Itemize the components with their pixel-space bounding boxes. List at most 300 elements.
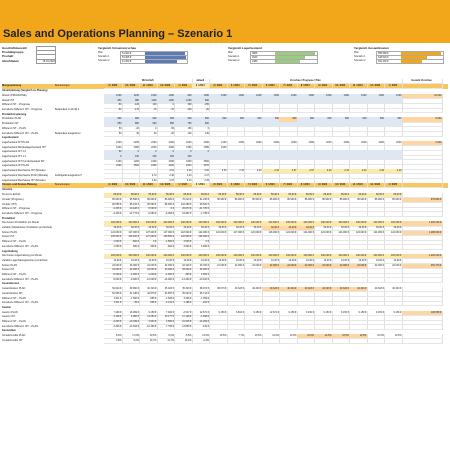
table-cell[interactable]: 124.000 € [209,231,228,236]
table-cell[interactable]: 36.714 € [192,292,211,297]
table-cell[interactable]: 2000 [192,141,211,146]
table-cell[interactable] [349,339,368,344]
table-cell[interactable]: 13,9% [192,334,211,339]
table-cell[interactable]: 2.57 [297,169,316,174]
table-cell[interactable]: 100 [122,155,141,160]
table-cell[interactable]: 10,00 € [244,259,263,264]
table-cell[interactable]: 30,00 € [244,226,263,231]
table-cell[interactable]: 400 [174,155,193,160]
table-cell[interactable]: 125.500 € [157,235,176,240]
table-cell[interactable]: 40.323 € [332,287,351,292]
row-note[interactable]: Zeitfolgefall ausgleichen? [55,173,82,177]
table-cell[interactable]: 1000 [139,94,158,99]
table-cell[interactable]: 127.000 € [157,231,176,236]
table-cell[interactable]: 2000 [297,141,316,146]
table-cell[interactable]: 1.511 € [104,297,123,302]
table-cell[interactable]: 50 [104,127,123,132]
table-cell[interactable]: 100.000 € [157,221,176,226]
table-cell[interactable]: 86.900 € [244,198,263,203]
table-cell[interactable]: 10,00 € [104,259,123,264]
table-cell[interactable]: 86,90 € [332,193,351,198]
table-cell[interactable]: -4.000 € [157,273,176,278]
table-cell[interactable]: 100.000 € [139,221,158,226]
table-cell[interactable]: -20 [192,108,211,113]
table-cell[interactable] [314,339,333,344]
table-cell[interactable]: 86.900 € [139,198,158,203]
table-cell[interactable]: -10.490 € [139,325,158,330]
table-cell[interactable]: 850 [104,122,123,127]
table-cell[interactable]: 1000 [157,94,176,99]
table-cell[interactable]: 100.000 € [157,254,176,259]
table-cell[interactable]: 124.000 € [192,235,211,240]
table-cell[interactable]: -1.560 € [122,297,141,302]
table-cell[interactable]: -1.526 € [157,297,176,302]
table-cell[interactable]: 24.000 € [157,264,176,269]
table-cell[interactable]: 100.000 € [122,254,141,259]
table-cell[interactable]: 30,00 € [192,226,211,231]
table-cell[interactable]: -6.083 € [139,212,158,217]
table-cell[interactable]: 1200 [174,99,193,104]
table-cell[interactable]: 78.210 € [174,198,193,203]
table-cell[interactable]: 2400 [157,164,176,169]
table-cell[interactable]: 1200 [122,160,141,165]
table-cell[interactable]: 9.150 € [209,311,228,316]
table-cell[interactable]: -20 [157,132,176,137]
table-cell[interactable]: 900 [139,122,158,127]
table-cell[interactable]: 800 [192,99,211,104]
table-cell[interactable]: 1000 [104,94,123,99]
table-cell[interactable]: 2.25 [192,179,211,184]
table-cell[interactable]: 100.000 € [314,254,333,259]
table-cell[interactable]: 86,90 € [367,193,386,198]
table-cell[interactable]: 8,6% [104,334,123,339]
table-cell[interactable]: 3.145 € [104,315,123,320]
table-cell[interactable]: 7.490 € [104,311,123,316]
table-cell[interactable]: 9.150 € [314,311,333,316]
table-cell[interactable]: 86.900 € [209,198,228,203]
table-cell[interactable]: 900 [139,117,158,122]
table-cell[interactable]: 800 [349,117,368,122]
row-note[interactable]: Beispieltext ausgleichen [55,131,81,135]
table-cell[interactable]: 18.400 € [174,264,193,269]
table-cell[interactable]: 10,5% [332,334,351,339]
table-cell[interactable]: 2600 [122,164,141,169]
table-cell[interactable]: 13.054 € [139,315,158,320]
table-cell[interactable]: 1000 [157,99,176,104]
table-cell[interactable]: 2000 [157,141,176,146]
table-cell[interactable]: 800 [279,117,298,122]
table-cell[interactable]: 86,90 € [227,193,246,198]
table-cell[interactable]: 2.43 [244,169,263,174]
table-cell[interactable]: 22.000 € [262,264,281,269]
table-cell[interactable]: 2000 [157,146,176,151]
table-cell[interactable]: 1900 [139,160,158,165]
table-cell[interactable]: -10.049 € [122,320,141,325]
table-cell[interactable]: 10,5% [297,334,316,339]
table-cell[interactable]: 1000 [227,94,246,99]
table-cell[interactable]: 11,7% [157,339,176,344]
table-cell[interactable]: 10,5% [349,334,368,339]
table-cell[interactable]: 2000 [157,160,176,165]
table-cell[interactable]: 9.150 € [384,311,403,316]
table-cell[interactable]: 10,00 € [139,259,158,264]
table-cell[interactable]: -5.000 € [104,273,123,278]
table-cell[interactable]: 1.511 € [104,301,123,306]
table-cell[interactable]: 86.900 € [279,198,298,203]
table-cell[interactable]: 2.40 [174,174,193,179]
table-cell[interactable]: 85.162 € [122,203,141,208]
table-cell[interactable]: 100 [139,103,158,108]
table-cell[interactable]: 100.000 € [332,254,351,259]
table-cell[interactable]: 54.024 € [104,287,123,292]
table-cell[interactable]: 2000 [139,146,158,151]
table-cell[interactable]: 86.900 € [297,198,316,203]
table-cell[interactable]: -7.795 € [157,325,176,330]
table-cell[interactable]: 2.57 [279,169,298,174]
table-cell[interactable]: 0 € [139,240,158,245]
table-cell[interactable]: 86,90 € [297,193,316,198]
table-cell[interactable]: 2.67 [157,179,176,184]
table-cell[interactable]: -50 [104,108,123,113]
table-cell[interactable]: 980 [122,99,141,104]
table-cell[interactable]: 800 [244,117,263,122]
table-cell[interactable]: -14.000 € [157,278,176,283]
table-cell[interactable]: -9.000 € [122,278,141,283]
table-cell[interactable]: -419 € [192,325,211,330]
table-cell[interactable] [262,339,281,344]
table-cell[interactable]: 19.000 € [104,268,123,273]
table-cell[interactable]: 100.000 € [384,221,403,226]
table-cell[interactable]: 1900 [104,146,123,151]
table-cell[interactable]: 127.000 € [139,231,158,236]
table-cell[interactable]: 30,00 € [157,226,176,231]
table-cell[interactable]: 40.323 € [227,287,246,292]
table-cell[interactable]: 100.000 € [122,221,141,226]
table-cell[interactable]: 2.14 [174,179,193,184]
table-cell[interactable]: -170 [122,108,141,113]
table-cell[interactable]: 86,90 € [384,193,403,198]
table-cell[interactable]: 950 [104,99,123,104]
table-cell[interactable]: 2000 [314,141,333,146]
table-cell[interactable]: 10,00 € [174,259,193,264]
table-cell[interactable]: 1000 [262,94,281,99]
table-cell[interactable]: -400 € [174,273,193,278]
table-cell[interactable]: 1940 [209,146,228,151]
table-cell[interactable]: 800 [384,117,403,122]
table-cell[interactable]: -21.725 € [192,207,211,212]
table-cell[interactable]: 40.323 € [262,287,281,292]
table-cell[interactable]: 800 [367,117,386,122]
table-cell[interactable]: 1000 [244,94,263,99]
table-cell[interactable]: 22.000 € [244,264,263,269]
table-cell[interactable]: 400 [157,155,176,160]
table-cell[interactable]: 100.000 € [139,254,158,259]
table-cell[interactable]: 30,00 € [367,226,386,231]
table-cell[interactable]: 124.000 € [279,231,298,236]
table-cell[interactable]: 82.555 € [104,203,123,208]
table-cell[interactable]: 35.323 € [174,287,193,292]
table-cell[interactable]: 86.900 € [349,198,368,203]
table-cell[interactable]: 30 [122,132,141,137]
table-cell[interactable]: 3.326 € [174,297,193,302]
table-cell[interactable]: 2.94 [139,179,158,184]
table-cell[interactable]: 100.000 € [192,221,211,226]
table-cell[interactable]: 86.900 € [157,198,176,203]
table-cell[interactable]: 34.857 € [157,292,176,297]
table-cell[interactable]: 50 [104,132,123,137]
table-cell[interactable]: -50 [104,103,123,108]
table-cell[interactable]: 7.482 € [157,311,176,316]
table-cell[interactable]: 100.000 € [279,254,298,259]
table-cell[interactable]: -1.000 € [139,273,158,278]
table-cell[interactable]: -5.000 € [104,278,123,283]
table-cell[interactable]: 52.535 € [104,292,123,297]
table-cell[interactable]: -50 [157,127,176,132]
table-cell[interactable]: 86.900 € [384,198,403,203]
table-cell[interactable] [279,339,298,344]
table-cell[interactable]: 3.904 € [139,320,158,325]
table-cell[interactable]: 2200 [122,141,141,146]
table-cell[interactable]: 10,00 € [384,259,403,264]
table-cell[interactable]: 38.073 € [209,287,228,292]
table-cell[interactable]: 122.500 € [174,235,193,240]
table-cell[interactable]: 95.590 € [122,198,141,203]
table-cell[interactable]: 800 [192,117,211,122]
table-cell[interactable]: 100.000 € [244,254,263,259]
table-cell[interactable]: 30 [139,132,158,137]
table-cell[interactable]: 1000 [349,94,368,99]
table-cell[interactable]: 50 [104,150,123,155]
table-cell[interactable]: 0 [139,127,158,132]
table-cell[interactable]: 600 [262,117,281,122]
table-cell[interactable]: 2.43 [349,169,368,174]
table-cell[interactable]: 40.323 € [367,287,386,292]
table-cell[interactable]: 30,00 € [349,226,368,231]
table-cell[interactable]: 600 [174,117,193,122]
table-cell[interactable]: 100.000 € [209,221,228,226]
table-cell[interactable]: -70 [139,108,158,113]
table-cell[interactable] [367,339,386,344]
table-cell[interactable]: 9.150 € [279,311,298,316]
table-cell[interactable]: -2,3% [192,339,211,344]
table-cell[interactable]: 30,00 € [122,226,141,231]
table-cell[interactable]: 35.623 € [174,292,193,297]
table-cell[interactable]: 30,00 € [139,226,158,231]
table-cell[interactable]: 2.43 [367,169,386,174]
table-cell[interactable]: 1.500 € [104,245,123,250]
table-cell[interactable]: 86,90 € [279,193,298,198]
table-cell[interactable]: 86.900 € [262,198,281,203]
table-cell[interactable]: 1900 [104,141,123,146]
table-cell[interactable]: 900 [122,117,141,122]
table-cell[interactable]: 30,00 € [332,226,351,231]
table-cell[interactable]: -14.400 € [174,278,193,283]
table-cell[interactable]: 21.645 € [174,320,193,325]
table-cell[interactable]: 300 [174,103,193,108]
table-cell[interactable]: 9.150 € [244,311,263,316]
table-cell[interactable]: 800 [209,117,228,122]
table-cell[interactable]: 10,5% [139,334,158,339]
table-cell[interactable]: 118.000 € [174,231,193,236]
table-cell[interactable]: 124.000 € [349,231,368,236]
table-cell[interactable]: 2000 [244,141,263,146]
table-cell[interactable]: 124.000 € [314,231,333,236]
table-cell[interactable]: 2.43 [314,169,333,174]
table-cell[interactable]: -5,8% [174,334,193,339]
table-cell[interactable]: 124.000 € [367,231,386,236]
table-cell[interactable]: 124.000 € [332,231,351,236]
table-cell[interactable]: 800 [104,117,123,122]
table-cell[interactable]: 86,90 € [192,193,211,198]
table-cell[interactable]: 850 [157,122,176,127]
table-cell[interactable]: -14.394 € [122,325,141,330]
table-cell[interactable]: 1000 [367,94,386,99]
table-cell[interactable]: -14.773 € [122,212,141,217]
table-cell[interactable]: 2000 [367,141,386,146]
table-cell[interactable]: 40.323 € [314,287,333,292]
table-cell[interactable]: 86.900 € [367,198,386,203]
table-cell[interactable]: 100.000 € [227,221,246,226]
table-cell[interactable]: 100.000 € [227,254,246,259]
table-cell[interactable]: 13.850 € [174,325,193,330]
table-cell[interactable]: 86,90 € [139,193,158,198]
table-cell[interactable]: 124.000 € [297,231,316,236]
table-cell[interactable]: 100.000 € [262,254,281,259]
table-cell[interactable]: 126.400 € [122,235,141,240]
table-cell[interactable]: 30,00 € [279,226,298,231]
table-cell[interactable]: 1950 [174,146,193,151]
table-cell[interactable]: 100.000 € [384,254,403,259]
table-cell[interactable]: 30,00 € [384,226,403,231]
table-cell[interactable]: 9.150 € [367,311,386,316]
table-cell[interactable]: 10,00 € [262,259,281,264]
table-cell[interactable]: 19.987 € [174,212,193,217]
row-note[interactable]: Bemerkungen [55,183,70,187]
table-cell[interactable]: 40.323 € [297,287,316,292]
table-cell[interactable]: 10,5% [314,334,333,339]
table-cell[interactable]: 1050 [192,94,211,99]
table-cell[interactable]: 40.323 € [244,287,263,292]
table-cell[interactable]: 2000 [122,146,141,151]
table-cell[interactable]: 10,5% [367,334,386,339]
table-cell[interactable]: -4.345 € [104,207,123,212]
table-cell[interactable]: 86,90 € [122,193,141,198]
table-cell[interactable]: -2.131 € [157,301,176,306]
table-cell[interactable]: 10,00 € [122,259,141,264]
table-cell[interactable]: 800 [332,117,351,122]
table-cell[interactable]: 40.323 € [279,287,298,292]
table-cell[interactable]: 2400 [104,164,123,169]
table-cell[interactable]: 10,5% [279,334,298,339]
table-cell[interactable]: 1.195 € [174,301,193,306]
table-cell[interactable]: 100.000 € [279,221,298,226]
table-cell[interactable]: 1000 [209,94,228,99]
table-cell[interactable]: 100.000 € [192,254,211,259]
table-cell[interactable]: 14,6% [262,334,281,339]
table-cell[interactable]: 100.000 € [349,254,368,259]
table-cell[interactable]: 22.000 € [279,264,298,269]
table-cell[interactable]: 100.000 € [209,254,228,259]
table-cell[interactable]: 30,00 € [227,226,246,231]
table-cell[interactable]: 2000 [332,141,351,146]
table-cell[interactable]: -70 [157,108,176,113]
table-cell[interactable]: 200 [139,155,158,160]
table-cell[interactable]: 26.070 € [174,207,193,212]
table-cell[interactable]: 2500 [192,160,211,165]
table-cell[interactable]: 3,8% [104,339,123,344]
table-cell[interactable]: -605 € [139,301,158,306]
table-cell[interactable]: 26.000 € [122,264,141,269]
table-cell[interactable]: 124.000 € [104,231,123,236]
table-cell[interactable]: 0 [157,103,176,108]
table-cell[interactable]: 1000 [332,94,351,99]
table-cell[interactable]: 40.323 € [384,287,403,292]
table-cell[interactable]: 100.000 € [244,221,263,226]
table-cell[interactable]: 1000 [384,94,403,99]
table-cell[interactable]: 1100 [122,94,141,99]
table-cell[interactable] [384,339,403,344]
table-cell[interactable]: 100.000 € [104,221,123,226]
table-cell[interactable]: 124.000 € [384,231,403,236]
table-cell[interactable]: 2.27 [192,174,211,179]
table-cell[interactable]: 125.500 € [104,235,123,240]
table-cell[interactable]: 130 [174,132,193,137]
row-note[interactable]: Beispieltext zu Punkt 4 [55,108,80,111]
table-cell[interactable]: 4.500 € [174,240,193,245]
table-cell[interactable]: 86,90 € [157,193,176,198]
table-cell[interactable]: 10,00 € [279,259,298,264]
table-cell[interactable]: 23.000 € [139,268,158,273]
table-cell[interactable]: 900 [227,117,246,122]
table-cell[interactable]: 800 [192,122,211,127]
table-cell[interactable]: 32.878 € [139,292,158,297]
table-cell[interactable]: -10.100 € [192,278,211,283]
table-cell[interactable]: 10,00 € [367,259,386,264]
table-cell[interactable] [244,339,263,344]
table-cell[interactable]: 3.900 € [192,245,211,250]
table-cell[interactable]: 30,00 € [104,226,123,231]
row-note[interactable]: Bemerkungen [55,84,70,87]
table-cell[interactable]: 1.500 € [104,240,123,245]
table-cell[interactable]: 86,90 € [174,193,193,198]
table-cell[interactable]: 16.999 € [122,311,141,316]
table-cell[interactable]: 22.000 € [349,264,368,269]
table-cell[interactable]: 10,5% [209,334,228,339]
table-cell[interactable]: 30,00 € [314,226,333,231]
table-cell[interactable]: 9.150 € [139,311,158,316]
table-cell[interactable]: 10,00 € [192,259,211,264]
table-cell[interactable]: 30,00 € [209,226,228,231]
table-cell[interactable]: 124.000 € [244,231,263,236]
table-cell[interactable]: -250 [192,103,211,108]
table-cell[interactable]: 2.61 [157,169,176,174]
table-cell[interactable]: 86.900 € [227,198,246,203]
table-cell[interactable]: -10.000 € [139,278,158,283]
table-cell[interactable]: 100.000 € [314,221,333,226]
table-cell[interactable]: 800 [297,117,316,122]
table-cell[interactable]: 6.664 € [227,311,246,316]
table-cell[interactable]: 127.000 € [122,231,141,236]
table-cell[interactable] [332,339,351,344]
table-cell[interactable]: -600 € [122,240,141,245]
table-cell[interactable]: 95.590 € [139,203,158,208]
table-cell[interactable] [227,339,246,344]
table-cell[interactable]: 86.900 € [157,203,176,208]
table-cell[interactable]: 2.43 [262,169,281,174]
table-cell[interactable]: 22.000 € [332,264,351,269]
table-cell[interactable]: 750 [174,122,193,127]
table-cell[interactable]: 100.000 € [349,221,368,226]
